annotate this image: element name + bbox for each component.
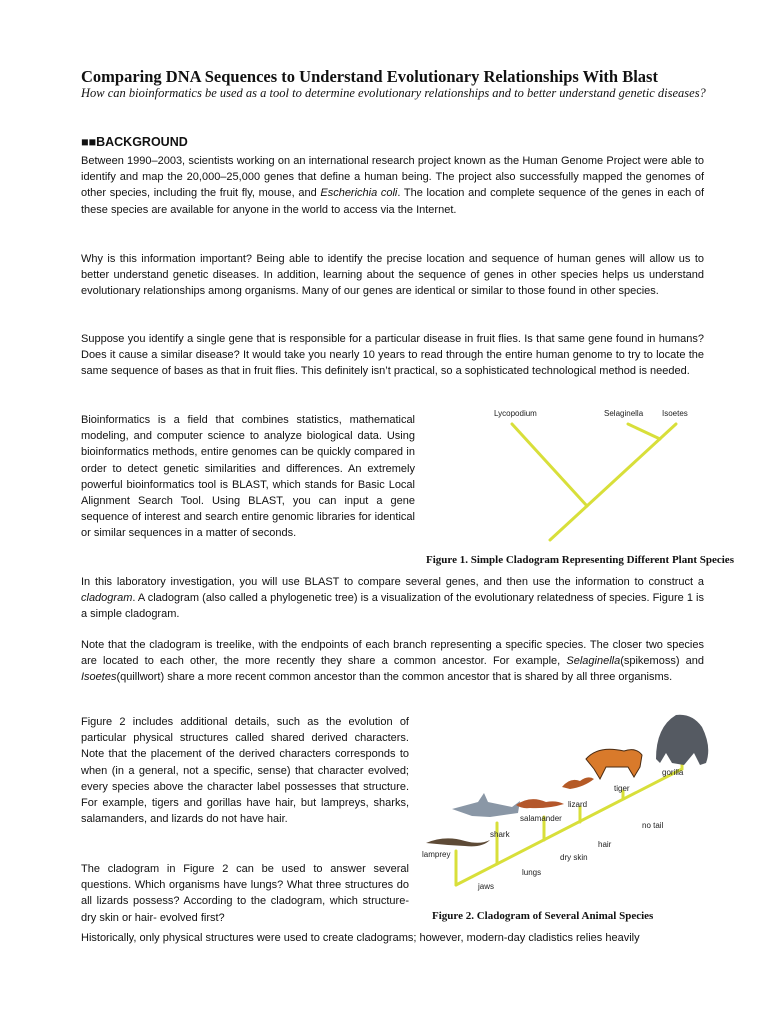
- paragraph-9: Historically, only physical structures were used to create cladograms; however, modern-day cladistics relies heavily: [81, 932, 640, 944]
- paragraph-7: Figure 2 includes additional details, such as the evolution of particular physical structures called shared derived characters. Note that the placement of the derived characters corresponds to when (in a general, not a specific, sense) that character evolved; every species above the character label possesses that structure. For example, tigers and gorillas have hair, but lampreys, sharks, salamanders, and lizards do not have hair.: [81, 716, 409, 826]
- fig2-char-no-tail: no tail: [642, 821, 664, 830]
- paragraph-4: Bioinformatics is a field that combines statistics, mathematical modeling, and computer science to analyze biological data. Using bioinformatics methods, entire genomes can be quickly compared in order to detect genetic similarities and differences. An extremely powerful bioinformatics tool is BLAST, which stands for Basic Local Alignment Search Tool. Using BLAST, you can input a gene sequence of interest and search entire genomic libraries for identical or similar sequences in a matter of seconds.: [81, 414, 415, 540]
- shark-icon: [452, 793, 520, 817]
- paragraph-6: [81, 637, 704, 686]
- figure-2-caption: Figure 2. Cladogram of Several Animal Species: [432, 910, 654, 922]
- document-title: Comparing DNA Sequences to Understand Evolutionary Relationships With Blast: [81, 67, 658, 86]
- fig1-branches: [512, 424, 676, 540]
- gorilla-icon: [656, 715, 708, 765]
- paragraph-3: Suppose you identify a single gene that is responsible for a particular disease in fruit flies. Is that same gene found in humans? Does it cause a similar disease? It would take you nearly 10 years to read through the entire human genome to try to locate the same sequence of bases as that in fruit flies. This definitely isn’t practical, so a sophisticated technological method is needed.: [81, 333, 704, 378]
- fig1-label-isoetes: Isoetes: [662, 409, 688, 418]
- figure-1-caption: Figure 1. Simple Cladogram Representing Different Plant Species: [426, 554, 734, 566]
- fig2-label-gorilla: gorilla: [662, 768, 684, 777]
- fig2-label-lamprey: lamprey: [422, 850, 451, 859]
- paragraph-8: The cladogram in Figure 2 can be used to answer several questions. Which organisms have lungs? What three structures do all lizards possess? According to the cladogram, which structure- dry skin or hair- evolved first?: [81, 863, 409, 924]
- lamprey-icon: [426, 838, 490, 846]
- fig2-char-lungs: lungs: [522, 868, 542, 877]
- lizard-icon: [562, 777, 594, 789]
- paragraph-6-text-a: Note that the cladogram is treelike, with the endpoints of each branch representing a specific species. The closer two species are located to each other, the more recently they share a common ancestor. For example,: [81, 639, 704, 668]
- fig2-label-tiger: tiger: [614, 784, 630, 793]
- fig2-char-dry-skin: dry skin: [560, 853, 588, 862]
- paragraph-1: [81, 153, 704, 218]
- fig1-label-lycopodium: Lycopodium: [494, 409, 537, 418]
- tiger-icon: [586, 749, 642, 779]
- fig2-char-jaws: jaws: [478, 882, 495, 891]
- paragraph-1-text-b: . The location and complete sequence of the genes in each of these species are available for anyone in the world to access via the Internet.: [81, 187, 705, 216]
- figure-2-cladogram: [420, 705, 710, 905]
- paragraph-6-isoetes: Isoetes: [81, 671, 117, 684]
- fig1-label-selaginella: Selaginella: [604, 409, 644, 418]
- fig2-label-shark: shark: [490, 830, 510, 839]
- fig2-label-salamander: salamander: [520, 814, 562, 823]
- paragraph-6-text-b: (spikemoss) and: [620, 655, 704, 668]
- section-heading: ■■BACKGROUND: [81, 135, 188, 149]
- figure-1-cladogram: [470, 400, 720, 542]
- fig2-label-lizard: lizard: [568, 800, 588, 809]
- paragraph-5-term: cladogram: [81, 592, 133, 605]
- paragraph-6-text-c: (quillwort) share a more recent common ancestor than the common ancestor that is shared by all three organisms.: [116, 671, 673, 684]
- paragraph-5-text-a: In this laboratory investigation, you will use BLAST to compare several genes, and then use the information to construct a: [81, 576, 704, 588]
- paragraph-5: [81, 574, 704, 623]
- salamander-icon: [516, 799, 564, 808]
- fig2-char-hair: hair: [598, 840, 612, 849]
- document-subtitle: How can bioinformatics be used as a tool to determine evolutionary relationships and to better understand genetic diseases?: [81, 86, 706, 100]
- paragraph-1-text-a: Between 1990–2003, scientists working on an international research project known as the Human Genome Project were able to identify and map the 20,000–25,000 genes that define a human being. The project also successfully mapped the genomes of other species, including the fruit fly, mouse, and: [81, 155, 704, 200]
- paragraph-2: Why is this information important? Being able to identify the precise location and sequence of human genes will allow us to better understand genetic diseases. In addition, learning about the sequence of genes in other species helps us understand evolutionary relationships among organisms. Many of our genes are identical or similar to those found in other species.: [81, 253, 704, 298]
- paragraph-1-species: Escherichia coli: [320, 187, 398, 200]
- paragraph-5-text-b: . A cladogram (also called a phylogenetic tree) is a visualization of the evolutionary relatedness of species. Figure 1 is a simple cladogram.: [81, 592, 704, 621]
- paragraph-6-selaginella: Selaginella: [566, 655, 621, 668]
